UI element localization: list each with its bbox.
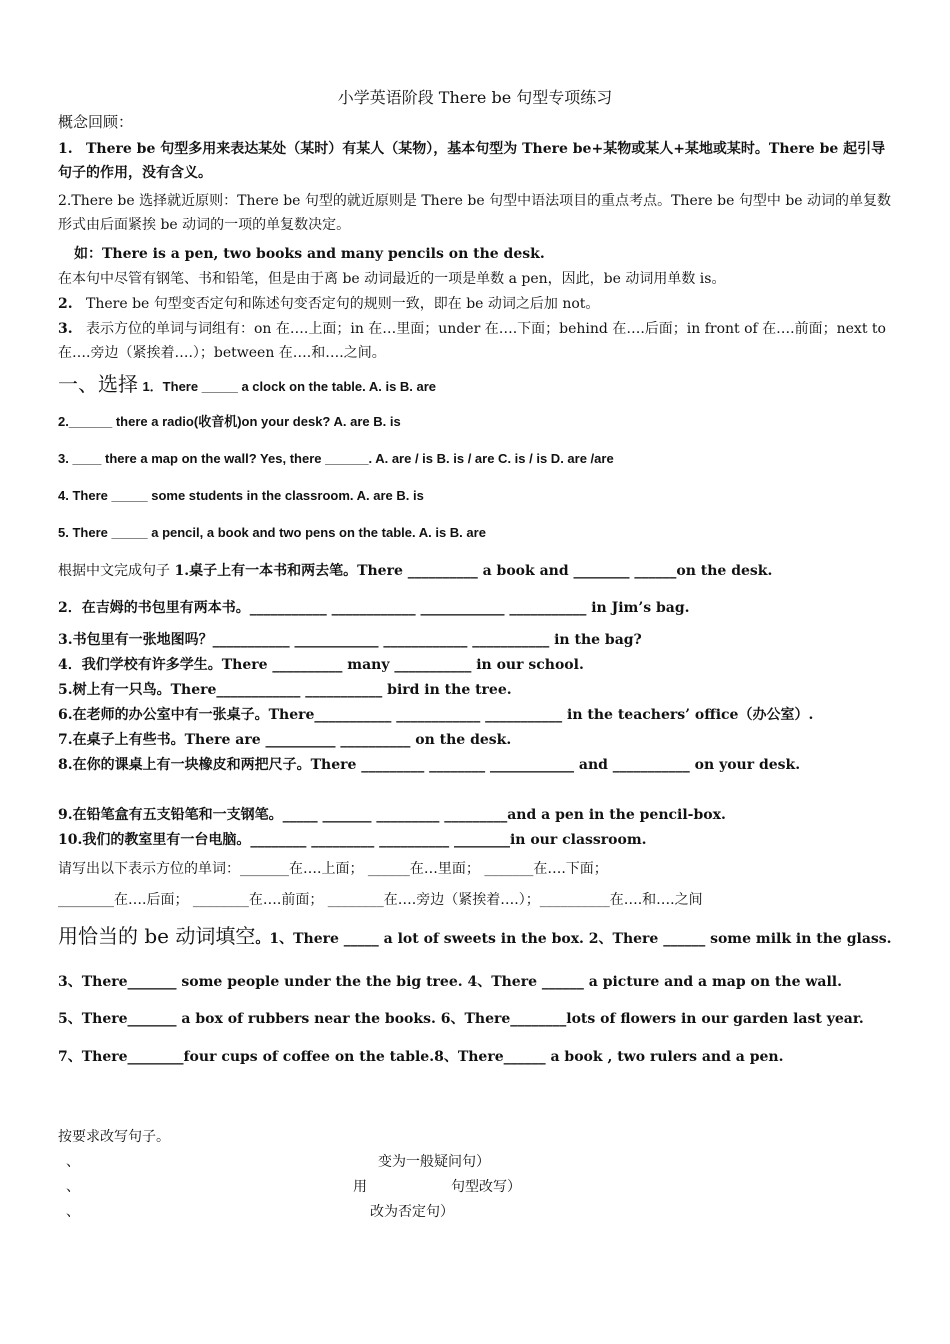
rewrite-item-3-marker: 、 bbox=[66, 1204, 80, 1220]
translate-question-9: 9.在铅笔盒有五支铅笔和一支钢笔。_____ _______ _________ _________and a pen in the pencil-box. bbox=[58, 807, 726, 823]
translate-question-1-text: 1.桌子上有一本书和两去笔。There __________ a book and ________ ______on the desk. bbox=[174, 563, 773, 579]
translate-question-6: 6.在老师的办公室中有一张桌子。There___________ ____________ ___________ in the teachers’ office（办公室）. bbox=[58, 707, 814, 723]
fill-question-7-8: 7、There________four cups of coffee on the table.8、There______ a book , two rulers and a pen. bbox=[58, 1049, 784, 1065]
position-words-line-2: ________在….后面； ________在….前面； ________在….旁边（紧挨着….）；__________在….和….之间 bbox=[58, 892, 703, 908]
translate-question-2: 2．在吉姆的书包里有两本书。___________ ____________ ____________ ___________ in Jim’s bag. bbox=[58, 600, 690, 616]
concept-point-1-number: 1. bbox=[58, 141, 73, 157]
translate-question-5: 5.树上有一只鸟。There____________ ___________ bird in the tree. bbox=[58, 682, 512, 698]
rewrite-heading: 按要求改写句子。 bbox=[58, 1129, 170, 1145]
page-title: 小学英语阶段 There be 句型专项练习 bbox=[337, 88, 613, 107]
choice-heading: 一、选择 bbox=[58, 372, 138, 396]
fill-heading: 用恰当的 be 动词填空 bbox=[58, 924, 256, 948]
concept-point-2: 2.There be 选择就近原则：There be 句型的就近原则是 There be 句型中语法项目的重点考点。There be 句型中 be 动词的单复数形式由后面紧挨 be 动词的一项的单复数决定。 bbox=[58, 193, 892, 233]
concept-point-1 bbox=[58, 137, 898, 185]
concept-point-4-number: 3. bbox=[58, 321, 73, 337]
concept-heading: 概念回顾： bbox=[58, 113, 134, 131]
fill-question-1-2 bbox=[58, 921, 898, 951]
concept-point-3 bbox=[58, 293, 898, 315]
translate-heading: 根据中文完成句子 bbox=[58, 563, 170, 579]
concept-point-3-number: 2. bbox=[58, 296, 73, 312]
rewrite-item-2-instruction-start: 用 bbox=[353, 1179, 367, 1195]
fill-question-3-4: 3、There_______ some people under the the big tree. 4、There ______ a picture and a map on the wall. bbox=[58, 974, 842, 990]
concept-point-3-text: There be 句型变否定句和陈述句变否定句的规则一致，即在 be 动词之后加 not。 bbox=[86, 296, 600, 312]
choice-question-1-text: 1．There _____ a clock on the table. A. is B. are bbox=[142, 379, 437, 394]
choice-question-3: 3. ____ there a map on the wall? Yes, there ______. A. are / is B. is / are C. is / is D. are /are bbox=[58, 451, 614, 466]
choice-question-5: 5. There _____ a pencil, a book and two pens on the table. A. is B. are bbox=[58, 525, 486, 540]
choice-question-2: 2.______ there a radio(收音机)on your desk? A. are B. is bbox=[58, 414, 401, 429]
rewrite-item-2-instruction-end: 句型改写） bbox=[451, 1179, 521, 1195]
translate-question-1 bbox=[58, 560, 898, 582]
translate-question-10: 10.我们的教室里有一台电脑。________ _________ __________ ________in our classroom. bbox=[58, 832, 647, 848]
concept-point-4 bbox=[58, 317, 898, 365]
choice-question-4: 4. There _____ some students in the classroom. A. are B. is bbox=[58, 488, 424, 503]
fill-question-1-2-text: 。1、There _____ a lot of sweets in the box. 2、There ______ some milk in the glass. bbox=[255, 931, 892, 947]
rewrite-item-1-marker: 、 bbox=[66, 1154, 80, 1170]
rewrite-item-3-instruction: 改为否定句） bbox=[370, 1204, 454, 1220]
translate-question-3: 3.书包里有一张地图吗？___________ ____________ ____________ ___________ in the bag? bbox=[58, 632, 642, 648]
rewrite-item-1-instruction: 变为一般疑问句） bbox=[378, 1154, 490, 1170]
concept-explanation: 在本句中尽管有钢笔、书和铅笔，但是由于离 be 动词最近的一项是单数 a pen，因此，be 动词用单数 is。 bbox=[58, 271, 726, 287]
fill-question-5-6: 5、There_______ a box of rubbers near the books. 6、There________lots of flowers in our garden last year. bbox=[58, 1011, 864, 1027]
choice-question-1 bbox=[58, 373, 898, 398]
translate-question-4: 4．我们学校有许多学生。There __________ many ___________ in our school. bbox=[58, 657, 584, 673]
position-words-line-1: 请写出以下表示方位的单词：_______在….上面； ______在…里面； _______在….下面； bbox=[58, 861, 608, 877]
concept-point-4-text: 表示方位的单词与词组有：on 在….上面；in 在…里面；under 在….下面；behind 在….后面；in front of 在….前面；next to 在….旁边（紧挨着….）；between 在….和….之间。 bbox=[58, 321, 886, 361]
translate-question-8: 8.在你的课桌上有一块橡皮和两把尺子。There _________ ________ ____________ and ___________ on your desk. bbox=[58, 757, 801, 773]
concept-example: 如：There is a pen, two books and many pencils on the desk. bbox=[74, 246, 545, 262]
rewrite-item-2-marker: 、 bbox=[66, 1179, 80, 1195]
concept-point-1-text: There be 句型多用来表达某处（某时）有某人（某物），基本句型为 There be+某物或某人+某地或某时。There be 起引导句子的作用，没有含义。 bbox=[58, 141, 886, 181]
translate-question-7: 7.在桌子上有些书。There are __________ __________ on the desk. bbox=[58, 732, 512, 748]
